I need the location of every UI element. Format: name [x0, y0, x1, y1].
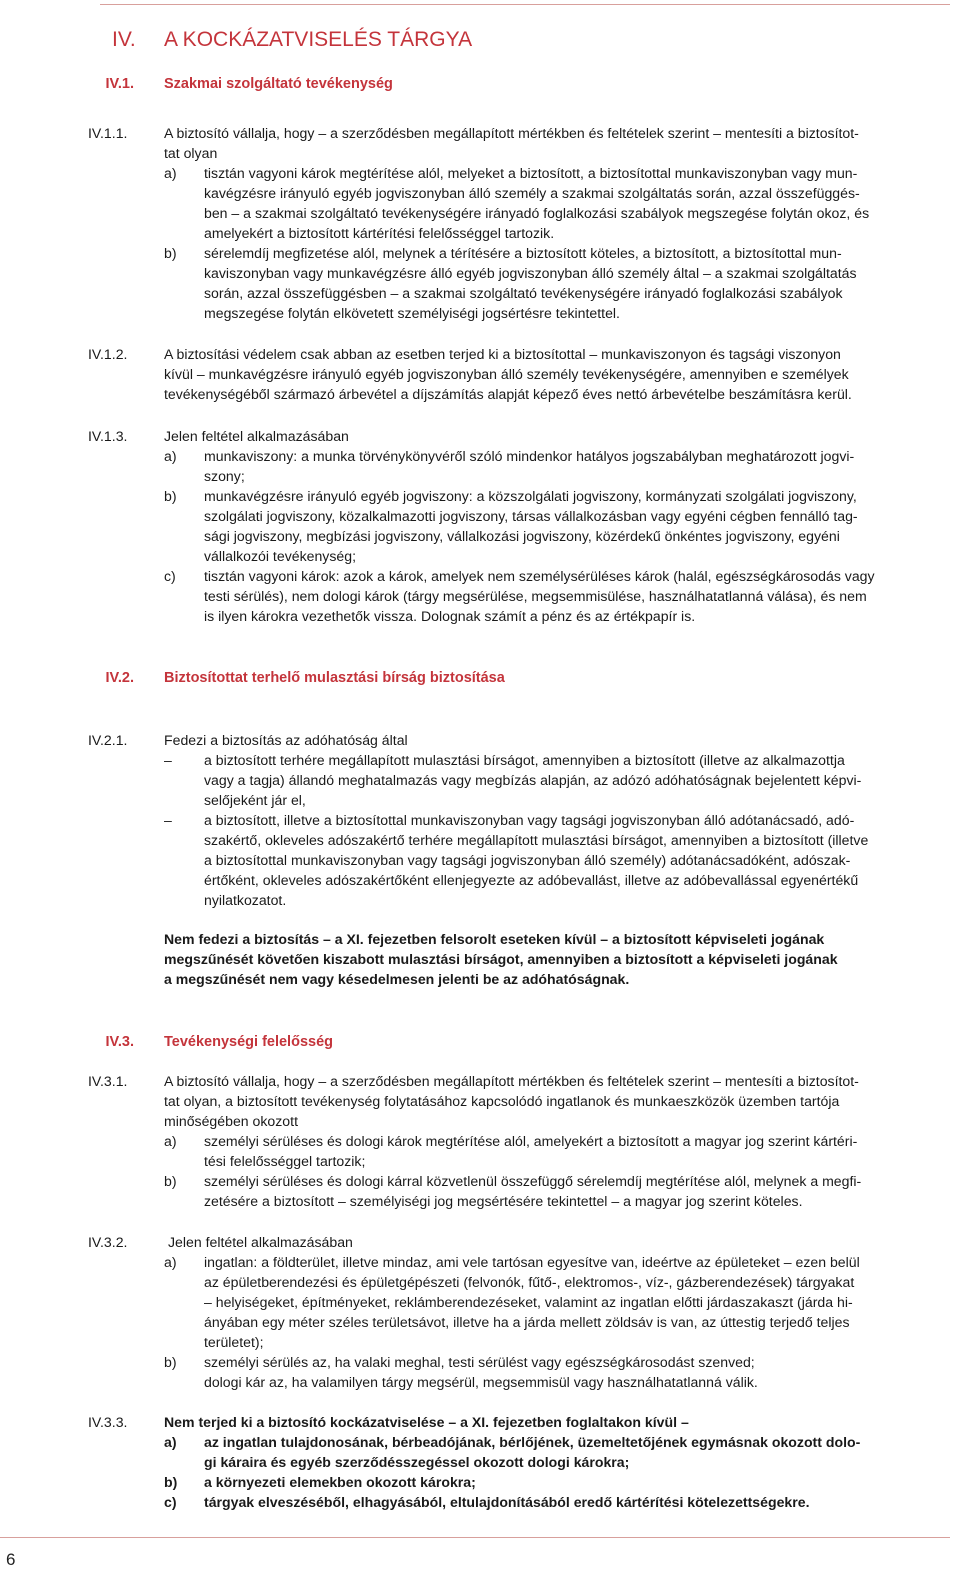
list-item [164, 446, 950, 486]
text-line: tat olyan [164, 145, 218, 161]
section-title: Biztosítottat terhelő mulasztási bírság biztosítása [164, 670, 505, 686]
list-item [164, 1432, 950, 1472]
list-item [164, 1171, 950, 1211]
subsection-number: IV.2.1. [88, 732, 128, 748]
list-item [164, 1472, 950, 1492]
list-item [164, 1492, 950, 1512]
subsection-number: IV.3.1. [88, 1073, 128, 1089]
top-rule [100, 4, 950, 5]
subsection-number: IV.3.3. [88, 1414, 128, 1430]
text-line: A biztosító vállalja, hogy – a szerződésben megállapított mértékben és feltételek szerint – mentesíti a biztosítot- [164, 1073, 859, 1089]
page-number: 6 [6, 1550, 16, 1569]
list-item [164, 486, 950, 566]
list-label: b) [164, 1354, 177, 1370]
text-line: Nem terjed ki a biztosító kockázatviselése – a XI. fejezetben foglaltakon kívül – [164, 1414, 689, 1430]
text-line: tevékenységéből származó árbevétel a díjszámítás alapját képező éves nettó árbevételbe beszámításra kerül. [164, 386, 852, 402]
text-line: a biztosítottal munkaviszonyban vagy tagsági jogviszonyban álló személy) adótanácsadóként, adószak- [204, 852, 851, 868]
list-label: – [164, 812, 172, 828]
list-item [164, 1352, 950, 1392]
text-line: az ingatlan tulajdonosának, bérbeadójának, bérlőjének, üzemeltetőjének egymásnak okozott dolo- [204, 1434, 861, 1450]
subsection-number: IV.1.1. [88, 125, 128, 141]
text-line: A biztosítási védelem csak abban az esetben terjed ki a biztosítottal – munkaviszonyon és tagsági viszonyon [164, 346, 841, 362]
text-line: tisztán vagyoni károk: azok a károk, amelyek nem személysérüléses károk (halál, egészségkárosodás vagy [204, 568, 875, 584]
text-line: ingatlan: a földterület, illetve mindaz, ami vele tartósan egyesítve van, ideértve az épületeket – ezen belül [204, 1254, 860, 1270]
text-line: sági jogviszony, megbízási jogviszony, vállalkozási jogviszony, közérdekű önkéntes jogviszony, egyéni [204, 528, 840, 544]
text-line: a megszűnését nem vagy késedelmesen jelenti be az adóhatóságnak. [164, 971, 630, 987]
text-line: az épületberendezési és épületgépészeti (felvonók, fűtő-, elektromos-, víz-, gázberendezések) tárgyakat [204, 1274, 855, 1290]
text-line: ányában egy méter széles területsávot, illetve ha a járda mellett zöldsáv is van, az úttestig terjedő teljes [204, 1314, 850, 1330]
text-line: is ilyen károkra vezethetők vissza. Dolognak számít a pénz és az értékpapír is. [204, 608, 696, 624]
text-line: személyi sérülés az, ha valaki meghal, testi sérülést vagy egészségkárosodást szenved; [204, 1354, 755, 1370]
chapter-title: A KOCKÁZATVISELÉS TÁRGYA [164, 28, 473, 51]
list-item [164, 810, 950, 910]
text-line: kívül – munkavégzésre irányuló egyéb jogviszonyban álló személy tevékenységére, amennyiben e személyek [164, 366, 849, 382]
text-line: a biztosított terhére megállapított mulasztási bírságot, amennyiben a biztosított (illetve az alkalmazottja [204, 752, 845, 768]
text-line: értőként, okleveles adószakértőként ellenjegyezte az adóbevallást, illetve az adóbevallással egyenértékű [204, 872, 859, 888]
text-line: kaviszonyban vagy munkavégzésre álló egyéb jogviszonyban álló személy által – a szakmai szolgáltatás [204, 265, 857, 281]
text-line: gi káraira és egyéb szerződésszegéssel okozott dologi károkra; [204, 1454, 630, 1470]
list-item [164, 1131, 950, 1171]
bottom-rule [0, 1537, 950, 1538]
list-label: – [164, 752, 172, 768]
section-number: IV.2. [105, 670, 134, 686]
list-item [164, 566, 950, 626]
text-line: szolgálati jogviszony, közalkalmazotti jogviszony, társas vállalkozásban vagy egyéni cégben fennálló tag- [204, 508, 858, 524]
list-label: b) [164, 1474, 178, 1490]
text-line: tat olyan, a biztosított tevékenység folytatásához kapcsolódó ingatlanok és munkaeszközök üzemben tartója [164, 1093, 840, 1109]
text-line: személyi sérüléses és dologi károk megtérítése alól, amelyekért a biztosított a magyar jog szerint kártéri- [204, 1133, 858, 1149]
list-item [164, 750, 950, 810]
list-label: a) [164, 1434, 177, 1450]
text-line: szony; [204, 468, 245, 484]
text-line: a környezeti elemekben okozott károkra; [204, 1474, 476, 1490]
text-line: kavégzésre irányuló egyéb jogviszonyban álló személy a szakmai szolgáltatás során, azzal összefüggés- [204, 185, 860, 201]
section-title: Szakmai szolgáltató tevékenység [164, 76, 393, 92]
paragraph [164, 344, 950, 404]
text-line: ben – a szakmai szolgáltató tevékenységére irányadó foglalkozási szabályok megszegése folytán okoz, és [204, 205, 870, 221]
text-line: tárgyak elveszéséből, elhagyásából, eltulajdonításából eredő kártérítési kötelezettségekre. [204, 1494, 810, 1510]
section-number: IV.3. [105, 1034, 134, 1050]
list-label: b) [164, 245, 177, 261]
subsection-number: IV.3.2. [88, 1234, 128, 1250]
text-line: során, azzal összefüggésben – a szakmai szolgáltató tevékenységére irányadó foglalkozási szabályok [204, 285, 843, 301]
text-line: Jelen feltétel alkalmazásában [164, 428, 349, 444]
subsection-number: IV.1.3. [88, 428, 128, 444]
paragraph [164, 1232, 950, 1392]
section-title: Tevékenységi felelősség [164, 1034, 333, 1050]
section-number: IV.1. [105, 76, 134, 92]
list-label: c) [164, 1494, 177, 1510]
paragraph [164, 730, 950, 910]
list-label: a) [164, 1133, 177, 1149]
list-label: b) [164, 488, 177, 504]
subsection-number: IV.1.2. [88, 346, 128, 362]
text-line: sérelemdíj megfizetése alól, melynek a térítésére a biztosított köteles, a biztosított, a biztosítottal mun- [204, 245, 842, 261]
text-line: személyi sérüléses és dologi kárral közvetlenül összefüggő sérelemdíj megtérítése alól, melynek a megfi- [204, 1173, 862, 1189]
list-item [164, 1252, 950, 1352]
text-line: nyilatkozatot. [204, 892, 287, 908]
text-line: munkavégzésre irányuló egyéb jogviszony: a közszolgálati jogviszony, kormányzati szolgálati jogviszony, [204, 488, 857, 504]
text-line: tési felelősséggel tartozik; [204, 1153, 366, 1169]
text-line: – helyiségeket, építményeket, reklámberendezéseket, valamint az ingatlan előtti járdaszakaszt (járda hi- [204, 1294, 853, 1310]
list-item [164, 163, 950, 243]
text-line: megszegése folytán elkövetett személyiségi jogsértésre tekintettel. [204, 305, 620, 321]
paragraph [164, 1071, 950, 1211]
text-line: szakértő, okleveles adószakértő terhére megállapított mulasztási bírságot, amennyiben a biztosított (illetve [204, 832, 869, 848]
exclusion-paragraph [164, 1412, 950, 1512]
text-line: munkaviszony: a munka törvénykönyvéről szóló mindenkor hatályos jogszabályban meghatározott jogvi- [204, 448, 855, 464]
text-line: zetésére a biztosított – személyiségi jog megsértésére tekintettel – a magyar jog szerint köteles. [204, 1193, 803, 1209]
exclusion-paragraph [164, 929, 950, 989]
text-line: Jelen feltétel alkalmazásában [168, 1234, 353, 1250]
text-line: tisztán vagyoni károk megtérítése alól, melyeket a biztosított, a biztosítottal munkaviszonyban vagy mun- [204, 165, 858, 181]
list-item [164, 243, 950, 323]
list-label: a) [164, 1254, 177, 1270]
text-line: minőségében okozott [164, 1113, 298, 1129]
text-line: a biztosított, illetve a biztosítottal munkaviszonyban vagy tagsági jogviszonyban álló adótanácsadó, adó- [204, 812, 855, 828]
list-label: c) [164, 568, 176, 584]
text-line: testi sérülés), nem dologi károk (tárgy megsérülése, megsemmisülése, használhatatlanná válása), és nem [204, 588, 867, 604]
text-line: dologi kár az, ha valamilyen tárgy megsérül, megsemmisül vagy használhatatlanná válik. [204, 1374, 758, 1390]
list-label: a) [164, 448, 177, 464]
list-label: a) [164, 165, 177, 181]
text-line: területet); [204, 1334, 264, 1350]
text-line: Fedezi a biztosítás az adóhatóság által [164, 732, 408, 748]
text-line: selőjeként jár el, [204, 792, 306, 808]
text-line: A biztosító vállalja, hogy – a szerződésben megállapított mértékben és feltételek szerint – mentesíti a biztosítot- [164, 125, 859, 141]
paragraph [164, 426, 950, 626]
list-label: b) [164, 1173, 177, 1189]
paragraph [164, 123, 950, 323]
text-line: vagy a tagja) állandó meghatalmazás vagy megbízás alapján, az adózó adóhatóságnak bejelentett képvi- [204, 772, 862, 788]
text-line: megszűnését követően kiszabott mulasztási bírságot, amennyiben a biztosított a képviseleti jogának [164, 951, 838, 967]
text-line: amelyekért a biztosított kártérítési felelősséggel tartozik. [204, 225, 555, 241]
chapter-number: IV. [112, 28, 136, 51]
text-line: vállalkozói tevékenység; [204, 548, 356, 564]
text-line: Nem fedezi a biztosítás – a XI. fejezetben felsorolt eseteken kívül – a biztosított képviseleti jogának [164, 931, 825, 947]
